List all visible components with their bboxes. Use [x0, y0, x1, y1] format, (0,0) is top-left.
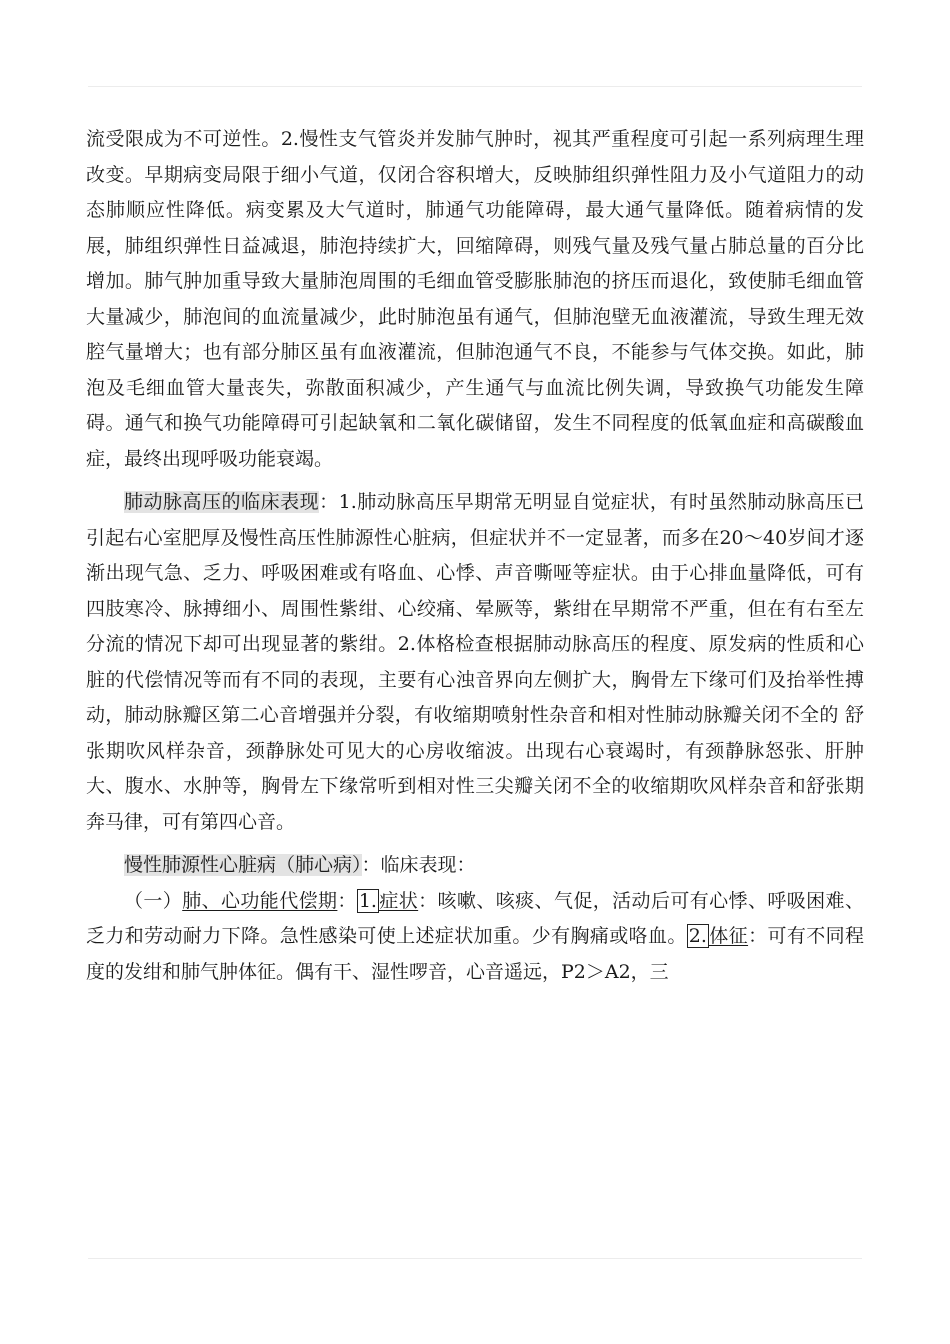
document-body [86, 122, 864, 990]
symptom-text: ：咳嗽、咳痰、气促，活动后可有心悸、呼吸困难、乏力和劳动耐力下降。急性感染可使上述症状加重。少有胸痛或咯血。 [86, 889, 864, 947]
paragraph-pulmonary-hypertension [86, 485, 864, 840]
paragraph-text: ：临床表现： [361, 854, 476, 876]
highlighted-heading: 肺动脉高压的临床表现 [124, 491, 320, 513]
paragraph-text: ：1.肺动脉高压早期常无明显自觉症状，有时虽然肺动脉高压已引起右心室肥厚及慢性高压性肺源性心脏病，但症状并不一定显著，而多在20～40岁间才逐渐出现气急、乏力、呼吸困难或有咯血、心悸、声音嘶哑等症状。由于心排血量降低，可有四肢寒冷、脉搏细小、周围性紫绀、心绞痛、晕厥等，紫绀在早期常不严重，但在有右至左分流的情况下却可出现显著的紫绀。2.体格检查根据肺动脉高压的程度、原发病的性质和心脏的代偿情况等而有不同的表现，主要有心浊音界向左侧扩大，胸骨左下缘可们及抬举性搏动，肺动脉瓣区第二心音增强并分裂，有收缩期喷射性杂音和相对性肺动脉瓣关闭不全的 舒张期吹风样杂音，颈静脉处可见大的心房收缩波。出现右心衰竭时，有颈静脉怒张、肝肿大、腹水、水肿等，胸骨左下缘常听到相对性三尖瓣关闭不全的收缩期吹风样杂音和舒张期奔马律，可有第四心音。 [86, 491, 864, 833]
paragraph-cor-pulmonale-heading [86, 848, 864, 884]
sign-label: 体征 [708, 925, 749, 947]
item-number-boxed: 1. [358, 889, 377, 912]
symptom-label: 症状 [378, 889, 419, 912]
paragraph-emphysema: 流受限成为不可逆性。2.慢性支气管炎并发肺气肿时，视其严重程度可引起一系列病理生理改变。早期病变局限于细小气道，仅闭合容积增大，反映肺组织弹性阻力及小气道阻力的动态肺顺应性降低。病变累及大气道时，肺通气功能障碍，最大通气量降低。随着病情的发展，肺组织弹性日益减退，肺泡持续扩大，回缩障碍，则残气量及残气量占肺总量的百分比增加。肺气肿加重导致大量肺泡周围的毛细血管受膨胀肺泡的挤压而退化，致使肺毛细血管大量减少，肺泡间的血流量减少，此时肺泡虽有通气，但肺泡壁无血液灌流，导致生理无效腔气量增大；也有部分肺区虽有血液灌流，但肺泡通气不良，不能参与气体交换。如此，肺泡及毛细血管大量丧失，弥散面积减少，产生通气与血流比例失调，导致换气功能发生障碍。通气和换气功能障碍可引起缺氧和二氧化碳储留，发生不同程度的低氧血症和高碳酸血症，最终出现呼吸功能衰竭。 [86, 128, 864, 470]
highlighted-heading: 慢性肺源性心脏病（肺心病） [124, 854, 362, 876]
stage-prefix: （一） [124, 889, 183, 912]
item-number-boxed: 2. [688, 925, 707, 947]
sign-text: ：可有不同程度的发绀和肺气肿体征。偶有干、湿性啰音，心音遥远，P2＞A2，三 [86, 925, 864, 983]
footer-rule [88, 1258, 862, 1259]
stage-title: 肺、心功能代偿期 [182, 889, 338, 912]
paragraph-compensation-stage [86, 884, 864, 991]
header-rule [88, 86, 862, 87]
stage-colon: ： [337, 889, 357, 912]
